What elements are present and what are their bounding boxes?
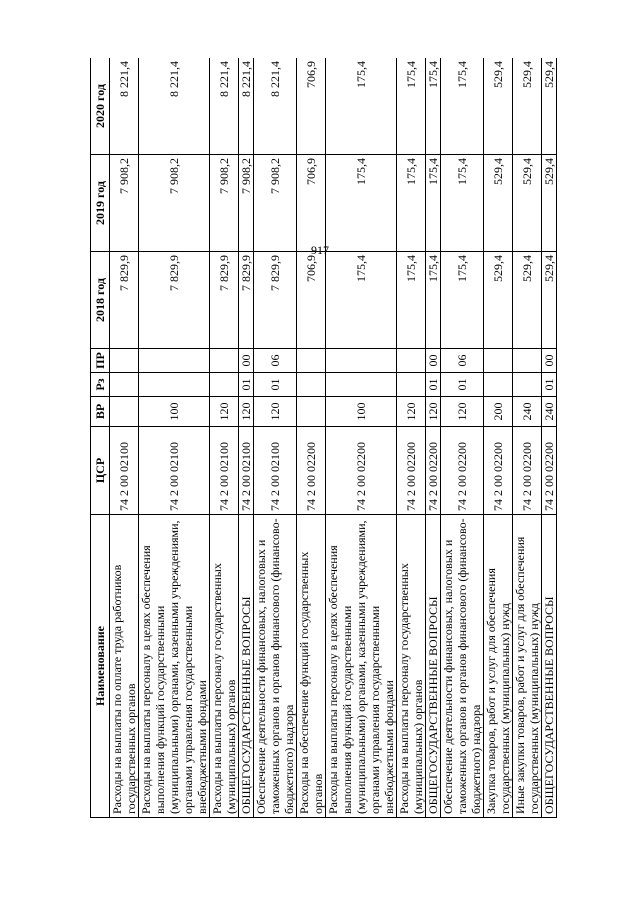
header-pr: ПР	[91, 349, 110, 373]
table-row	[397, 58, 426, 818]
cell-csr: 74 2 00 02200	[484, 427, 513, 515]
cell-rz	[397, 373, 426, 397]
cell-2020: 529,4	[513, 58, 542, 155]
cell-csr: 74 2 00 02200	[397, 427, 426, 515]
cell-2019: 529,4	[513, 155, 542, 252]
cell-2020: 8 221,4	[254, 58, 297, 155]
cell-vr: 120	[239, 397, 254, 427]
cell-2020: 8 221,4	[210, 58, 239, 155]
cell-2020: 8 221,4	[239, 58, 254, 155]
cell-name: Расходы на выплаты персоналу в целях обеспечения выполнения функций государственными (муниципальными) органами, казенными учреждениями, органами управления государственными внебюджетными фондами	[326, 515, 397, 818]
cell-2019: 529,4	[484, 155, 513, 252]
cell-csr: 74 2 00 02200	[426, 427, 441, 515]
cell-2018: 7 829,9	[139, 252, 210, 349]
cell-2020: 175,4	[397, 58, 426, 155]
table-row	[210, 58, 239, 818]
cell-pr: 00	[542, 349, 557, 373]
cell-2019: 175,4	[426, 155, 441, 252]
cell-csr: 74 2 00 02200	[542, 427, 557, 515]
cell-csr: 74 2 00 02100	[254, 427, 297, 515]
table-row	[297, 58, 326, 818]
page-number: 917	[311, 243, 329, 257]
cell-csr: 74 2 00 02100	[210, 427, 239, 515]
cell-csr: 74 2 00 02100	[110, 427, 139, 515]
cell-rz: 01	[441, 373, 484, 397]
cell-csr: 74 2 00 02200	[513, 427, 542, 515]
cell-2019: 7 908,2	[139, 155, 210, 252]
cell-csr: 74 2 00 02200	[297, 427, 326, 515]
table-row	[441, 58, 484, 818]
cell-2018: 529,4	[542, 252, 557, 349]
cell-pr	[297, 349, 326, 373]
cell-pr: 06	[254, 349, 297, 373]
table-row	[426, 58, 441, 818]
cell-rz	[210, 373, 239, 397]
cell-name: ОБЩЕГОСУДАРСТВЕННЫЕ ВОПРОСЫ	[426, 515, 441, 818]
header-2019: 2019 год	[91, 155, 110, 252]
cell-name: Обеспечение деятельности финансовых, налоговых и таможенных органов и органов финансового (финансово-бюджетного) надзора	[441, 515, 484, 818]
cell-vr: 100	[326, 397, 397, 427]
cell-2018: 175,4	[326, 252, 397, 349]
header-2020: 2020 год	[91, 58, 110, 155]
cell-vr: 120	[254, 397, 297, 427]
cell-pr	[513, 349, 542, 373]
cell-rz: 01	[239, 373, 254, 397]
cell-csr: 74 2 00 02200	[326, 427, 397, 515]
header-vr: ВР	[91, 397, 110, 427]
cell-rz: 01	[254, 373, 297, 397]
cell-vr: 240	[513, 397, 542, 427]
cell-rz	[110, 373, 139, 397]
cell-2020: 175,4	[326, 58, 397, 155]
header-2018: 2018 год	[91, 252, 110, 349]
cell-name: Иные закупки товаров, работ и услуг для обеспечения государственных (муниципальных) нужд	[513, 515, 542, 818]
cell-rz: 01	[426, 373, 441, 397]
cell-2018: 175,4	[397, 252, 426, 349]
table-row	[542, 58, 557, 818]
cell-rz	[326, 373, 397, 397]
cell-rz	[297, 373, 326, 397]
table-row	[254, 58, 297, 818]
cell-rz	[484, 373, 513, 397]
cell-name: Расходы на обеспечение функций государственных органов	[297, 515, 326, 818]
cell-vr: 120	[441, 397, 484, 427]
budget-table	[90, 58, 557, 818]
cell-rz: 01	[542, 373, 557, 397]
cell-csr: 74 2 00 02200	[441, 427, 484, 515]
cell-vr: 100	[139, 397, 210, 427]
cell-2020: 529,4	[542, 58, 557, 155]
cell-pr: 06	[441, 349, 484, 373]
cell-vr: 200	[484, 397, 513, 427]
cell-2019: 175,4	[397, 155, 426, 252]
cell-2018: 175,4	[426, 252, 441, 349]
table-row	[326, 58, 397, 818]
cell-2020: 529,4	[484, 58, 513, 155]
cell-name: ОБЩЕГОСУДАРСТВЕННЫЕ ВОПРОСЫ	[542, 515, 557, 818]
cell-pr	[397, 349, 426, 373]
cell-pr	[484, 349, 513, 373]
cell-2020: 706,9	[297, 58, 326, 155]
cell-name: Расходы на выплаты по оплате труда работников государственных органов	[110, 515, 139, 818]
cell-name: Расходы на выплаты персоналу государственных (муниципальных) органов	[397, 515, 426, 818]
header-name: Наименование	[91, 515, 110, 818]
cell-2018: 7 829,9	[210, 252, 239, 349]
cell-name: Расходы на выплаты персоналу государственных (муниципальных) органов	[210, 515, 239, 818]
cell-pr	[139, 349, 210, 373]
table-header-row	[91, 58, 110, 818]
cell-2019: 175,4	[441, 155, 484, 252]
cell-pr: 00	[239, 349, 254, 373]
header-rz: Рз	[91, 373, 110, 397]
cell-2019: 7 908,2	[210, 155, 239, 252]
table-row	[139, 58, 210, 818]
cell-2018: 529,4	[513, 252, 542, 349]
cell-rz	[139, 373, 210, 397]
header-csr: ЦСР	[91, 427, 110, 515]
cell-vr	[297, 397, 326, 427]
table-row	[513, 58, 542, 818]
cell-name: Обеспечение деятельности финансовых, налоговых и таможенных органов и органов финансового (финансово-бюджетного) надзора	[254, 515, 297, 818]
cell-name: Закупка товаров, работ и услуг для обеспечения государственных (муниципальных) нужд	[484, 515, 513, 818]
table-row	[239, 58, 254, 818]
cell-2019: 529,4	[542, 155, 557, 252]
cell-2018: 706,9	[297, 252, 326, 349]
cell-2019: 7 908,2	[110, 155, 139, 252]
cell-csr: 74 2 00 02100	[139, 427, 210, 515]
cell-name: ОБЩЕГОСУДАРСТВЕННЫЕ ВОПРОСЫ	[239, 515, 254, 818]
rotated-table-container	[90, 58, 560, 818]
cell-2018: 175,4	[441, 252, 484, 349]
cell-2019: 7 908,2	[254, 155, 297, 252]
cell-2018: 7 829,9	[254, 252, 297, 349]
cell-2018: 529,4	[484, 252, 513, 349]
cell-vr: 240	[542, 397, 557, 427]
cell-2019: 175,4	[326, 155, 397, 252]
cell-pr	[110, 349, 139, 373]
cell-pr: 00	[426, 349, 441, 373]
cell-pr	[210, 349, 239, 373]
cell-2018: 7 829,9	[110, 252, 139, 349]
table-row	[484, 58, 513, 818]
cell-name: Расходы на выплаты персоналу в целях обеспечения выполнения функций государственными (муниципальными) органами, казенными учреждениями, органами управления государственными внебюджетными фондами	[139, 515, 210, 818]
cell-vr: 120	[210, 397, 239, 427]
cell-2020: 175,4	[441, 58, 484, 155]
cell-vr: 120	[397, 397, 426, 427]
cell-vr	[110, 397, 139, 427]
cell-pr	[326, 349, 397, 373]
cell-2020: 8 221,4	[110, 58, 139, 155]
cell-2020: 8 221,4	[139, 58, 210, 155]
cell-rz	[513, 373, 542, 397]
cell-vr: 120	[426, 397, 441, 427]
table-row	[110, 58, 139, 818]
cell-2019: 7 908,2	[239, 155, 254, 252]
cell-2019: 706,9	[297, 155, 326, 252]
cell-2018: 7 829,9	[239, 252, 254, 349]
cell-2020: 175,4	[426, 58, 441, 155]
cell-csr: 74 2 00 02100	[239, 427, 254, 515]
